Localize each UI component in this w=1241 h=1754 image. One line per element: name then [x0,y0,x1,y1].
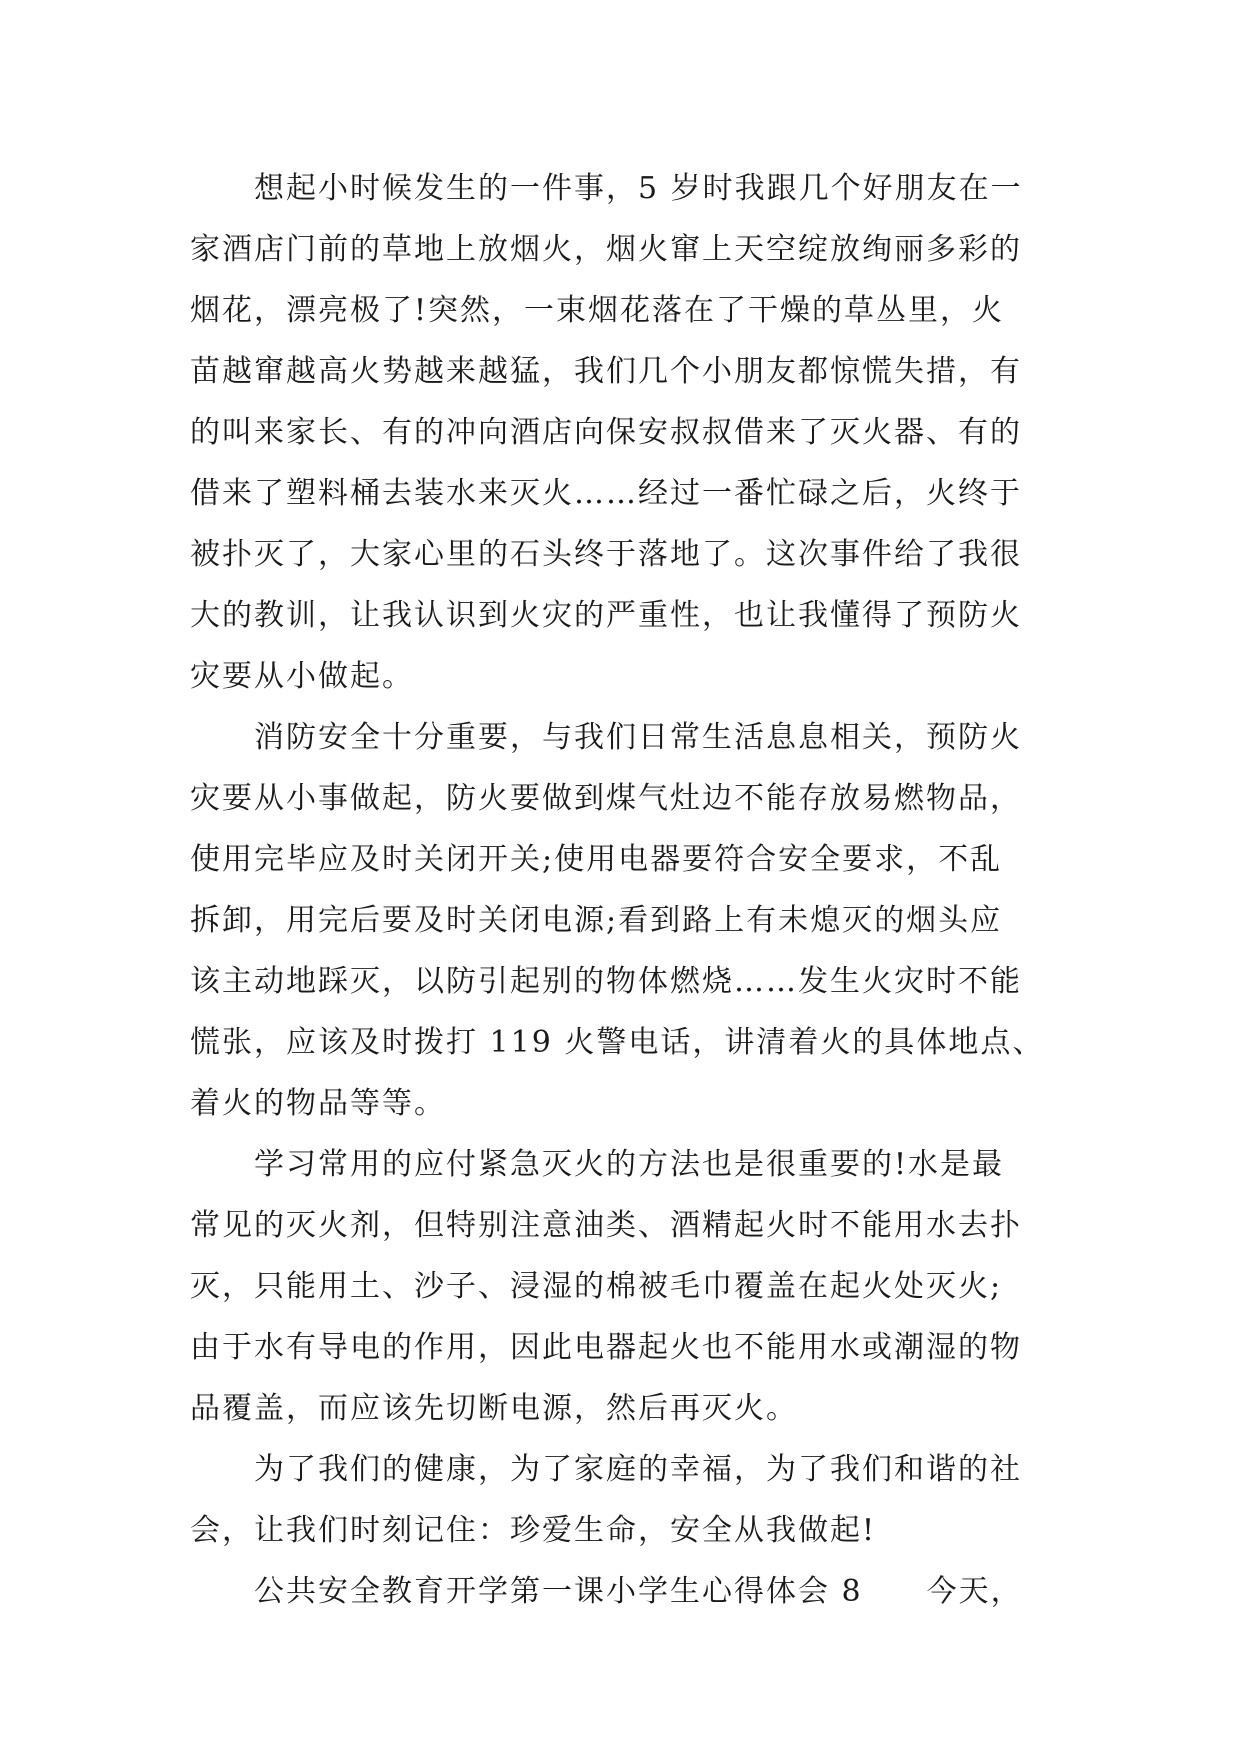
paragraph-1-line-8: 大的教训，让我认识到火灾的严重性，也让我懂得了预防火 [190,598,1022,633]
paragraph-4-line-2: 会，让我们时刻记住：珍爱生命，安全从我做起! [190,1513,877,1548]
paragraph-3-line-1: 学习常用的应付紧急灭火的方法也是很重要的!水是最 [254,1147,1005,1182]
paragraph-1-line-3: 烟花，漂亮极了!突然，一束烟花落在了干燥的草丛里，火 [190,293,1005,328]
paragraph-1-line-6: 借来了塑料桶去装水来灭火……经过一番忙碌之后，火终于 [190,476,1022,511]
paragraph-1-line-1: 想起小时候发生的一件事，5 岁时我跟几个好朋友在一 [254,171,1023,206]
paragraph-1-line-7: 被扑灭了，大家心里的石头终于落地了。这次事件给了我很 [190,537,1022,572]
document-body [190,158,1050,1622]
paragraph-2-line-5: 该主动地踩灭，以防引起别的物体燃烧……发生火灾时不能 [190,964,1022,999]
paragraph-1-line-5: 的叫来家长、有的冲向酒店向保安叔叔借来了灭火器、有的 [190,415,1022,450]
paragraph-2-line-3: 使用完毕应及时关闭开关;使用电器要符合安全要求，不乱 [190,842,1003,877]
paragraph-1-line-4: 苗越窜越高火势越来越猛，我们几个小朋友都惊慌失措，有 [190,354,1022,389]
paragraph-1-line-9: 灾要从小做起。 [190,659,414,694]
paragraph-3-line-4: 由于水有导电的作用，因此电器起火也不能用水或潮湿的物 [190,1330,1022,1365]
paragraph-3-line-5: 品覆盖，而应该先切断电源，然后再灭火。 [190,1391,798,1426]
paragraph-2-line-2: 灾要从小事做起，防火要做到煤气灶边不能存放易燃物品， [190,781,1022,816]
paragraph-3-line-2: 常见的灭火剂，但特别注意油类、酒精起火时不能用水去扑 [190,1208,1022,1243]
paragraph-2-line-7: 着火的物品等等。 [190,1086,446,1121]
paragraph-4-line-1: 为了我们的健康，为了家庭的幸福，为了我们和谐的社 [254,1452,1022,1487]
paragraph-2-line-6: 慌张，应该及时拨打 119 火警电话，讲清着火的具体地点、 [190,1025,1045,1060]
paragraph-2-line-4: 拆卸，用完后要及时关闭电源;看到路上有未熄灭的烟头应 [190,903,1003,938]
section-title-line: 公共安全教育开学第一课小学生心得体会 8 今天， [254,1574,1023,1609]
paragraph-3-line-3: 灭，只能用土、沙子、浸湿的棉被毛巾覆盖在起火处灭火; [190,1269,1003,1304]
paragraph-1-line-2: 家酒店门前的草地上放烟火，烟火窜上天空绽放绚丽多彩的 [190,232,1022,267]
paragraph-2-line-1: 消防安全十分重要，与我们日常生活息息相关，预防火 [254,720,1022,755]
